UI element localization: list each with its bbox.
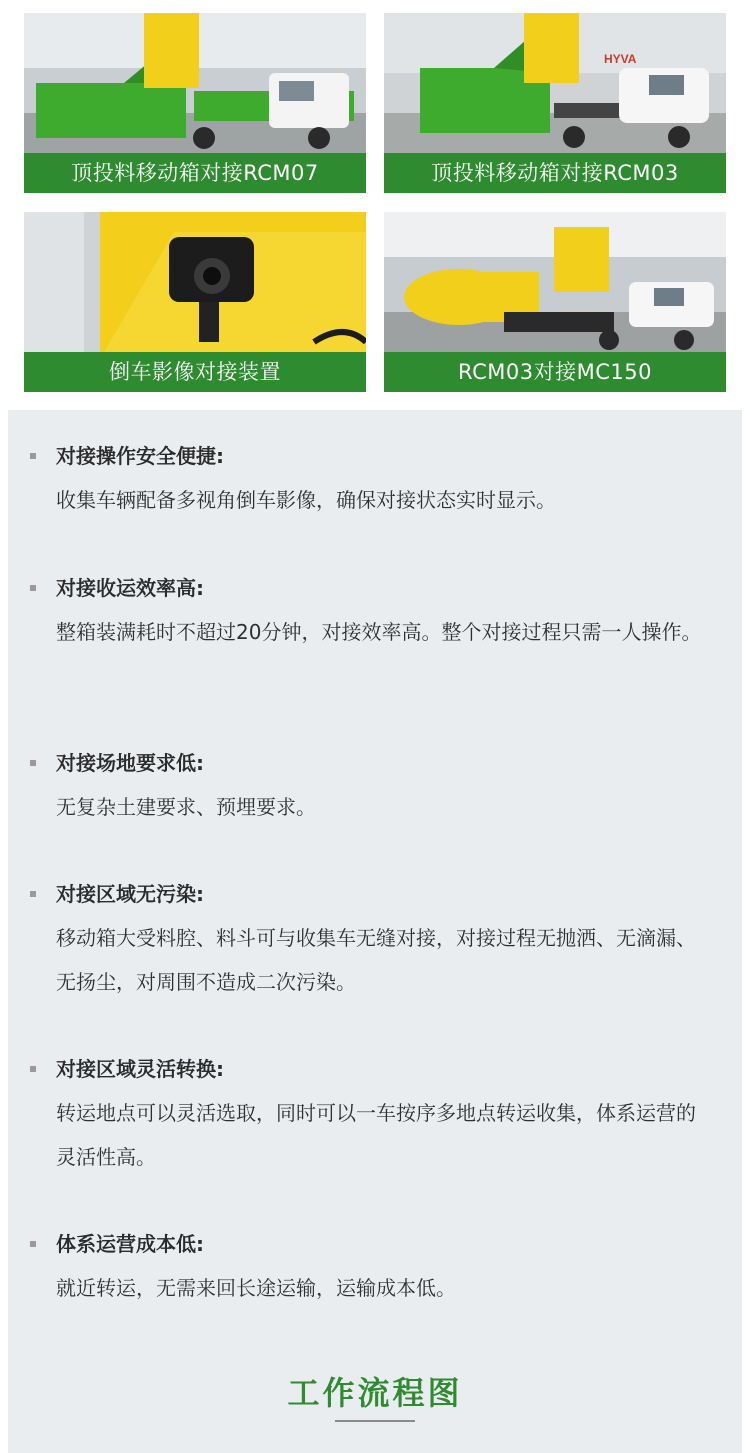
bullet-icon [30,760,36,766]
gallery-caption: 顶投料移动箱对接RCM03 [384,153,726,193]
feature-desc: 无复杂土建要求、预埋要求。 [56,795,316,819]
gallery-card-mc150[interactable] [384,212,726,392]
feature-desc: 整箱装满耗时不超过20分钟，对接效率高。整个对接过程只需一人操作。 [56,620,702,644]
gallery-caption: 顶投料移动箱对接RCM07 [24,153,366,193]
feature-desc: 收集车辆配备多视角倒车影像，确保对接状态实时显示。 [56,488,556,512]
feature-panel [8,410,742,1453]
reversing-camera-photo [24,212,366,352]
gallery-card-camera[interactable] [24,212,366,392]
gallery-caption: 倒车影像对接装置 [24,352,366,392]
photo-gallery [0,0,750,410]
truck-photo-rcm03 [384,13,726,153]
section-heading: 工作流程图 [287,1374,463,1412]
feature-title: 对接区域无污染: [56,882,204,906]
gallery-card-rcm03[interactable] [384,13,726,193]
bullet-icon [30,1241,36,1247]
feature-title: 对接操作安全便捷: [56,444,224,468]
bullet-icon [30,585,36,591]
truck-photo-rcm07 [24,13,366,153]
gallery-caption: RCM03对接MC150 [384,352,726,392]
bullet-icon [30,453,36,459]
feature-title: 对接区域灵活转换: [56,1057,224,1081]
gallery-card-rcm07[interactable] [24,13,366,193]
feature-desc: 转运地点可以灵活选取，同时可以一车按序多地点转运收集，体系运营的灵活性高。 [56,1101,696,1169]
truck-photo-mc150 [384,212,726,352]
feature-desc: 移动箱大受料腔、料斗可与收集车无缝对接，对接过程无抛洒、无滴漏、无扬尘，对周围不造成二次污染。 [56,926,696,994]
bullet-icon [30,1066,36,1072]
bullet-icon [30,891,36,897]
svg-text:HYVA: HYVA [604,52,637,66]
feature-desc: 就近转运，无需来回长途运输，运输成本低。 [56,1276,456,1300]
feature-title: 体系运营成本低: [56,1232,204,1256]
section-divider [335,1420,415,1422]
feature-title: 对接收运效率高: [56,576,204,600]
feature-title: 对接场地要求低: [56,751,204,775]
